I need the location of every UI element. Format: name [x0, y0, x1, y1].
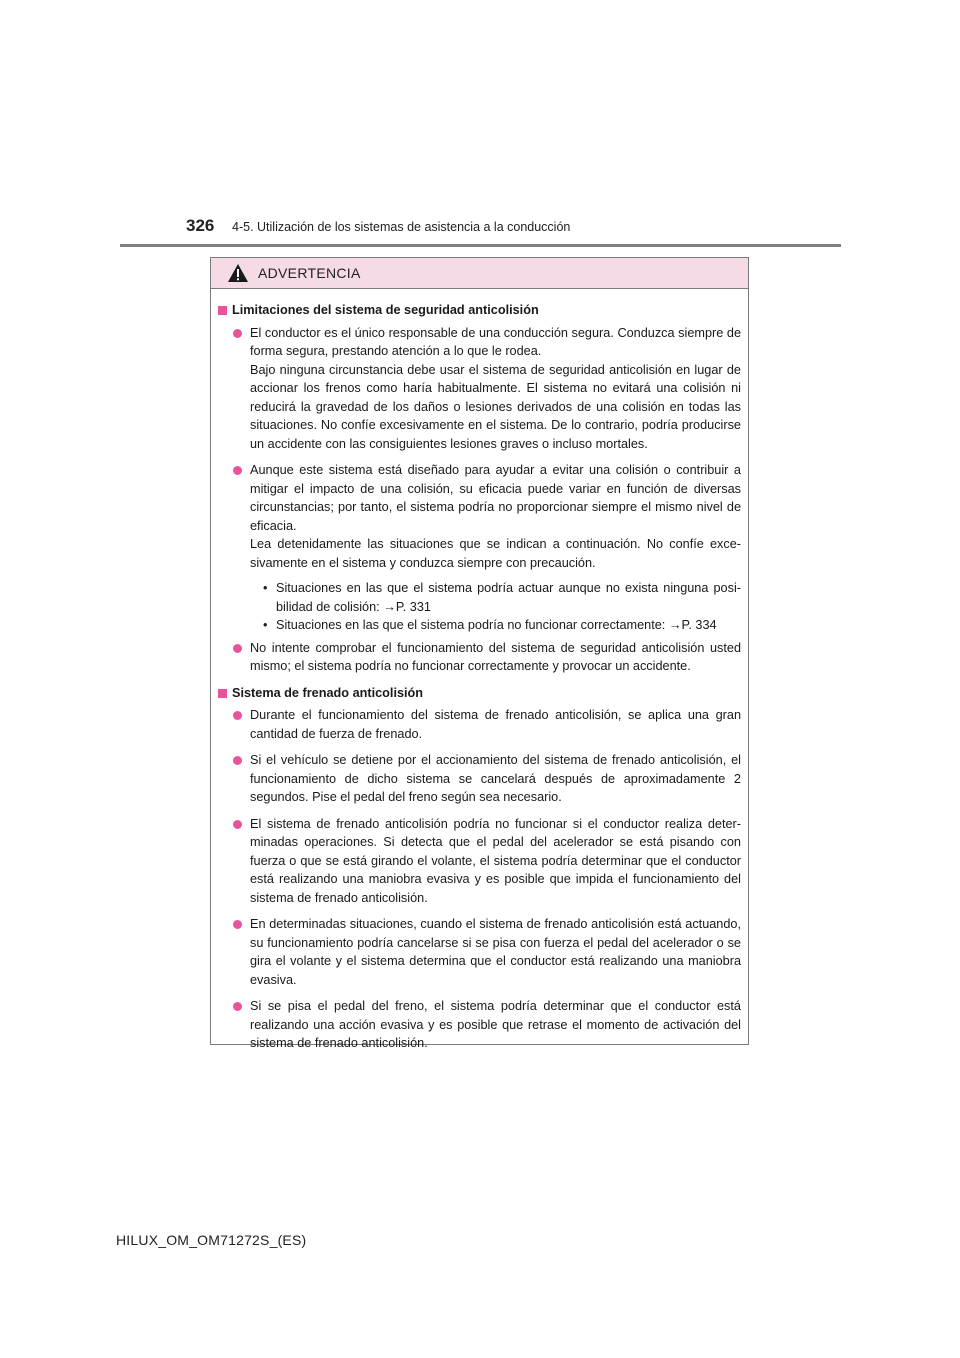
- bullet-text: [250, 815, 741, 908]
- bullet-text: [250, 324, 741, 454]
- bullet-text: [250, 706, 741, 743]
- section-heading-text: Sistema de frenado anticolisión: [232, 685, 424, 700]
- section-heading-text: Limitaciones del sistema de seguridad anticolisión: [232, 303, 539, 317]
- bullet-paragraph: El sistema de frenado anticolisión podría no funcionar si el conductor realiza determinadas operaciones. Si detecta que el pedal del acelerador se está pisando con fuerza o que se está girando el volante, el sistema podría determinar que el conductor está realizando una maniobra evasiva y es posible que impida el funcionamiento del sistema de frenado anticolisión.: [250, 816, 741, 905]
- circle-bullet-icon: [233, 820, 242, 829]
- bullet-paragraph: En determinadas situaciones, cuando el sistema de frenado anticolisión está actuando, su funcionamiento podría cancelarse si se pisa con fuerza el pedal del acelerador o se gira el volante y el sistema determina que el conductor está realizando una maniobra evasiva.: [250, 917, 741, 987]
- circle-bullet-icon: [233, 920, 242, 929]
- bullet-paragraph: Si se pisa el pedal del freno, el sistema podría determinar que el conductor está realizando una acción evasiva y es posible que retrase el momento de activación del sistema de frenado anticolisión.: [250, 999, 741, 1050]
- bullet-item: [218, 324, 741, 454]
- bullet-text: [250, 915, 741, 989]
- circle-bullet-icon: [233, 711, 242, 720]
- bullet-item: [218, 639, 741, 676]
- warning-title: ADVERTENCIA: [258, 265, 361, 281]
- circle-bullet-icon: [233, 466, 242, 475]
- footer-code: HILUX_OM_OM71272S_(ES): [116, 1232, 307, 1248]
- circle-bullet-icon: [233, 1002, 242, 1011]
- bullet-paragraph: Bajo ninguna circunstancia debe usar el sistema de seguridad anticolisión en lugar de accionar los frenos como haría habitualmente. El sistema no evitará una colisión ni reducirá la gravedad de los daños o lesiones derivados de una colisión en todas las situaciones. No confíe excesivamente en el sistema. De lo contrario, podría producirse un accidente con las consiguientes lesiones graves o incluso mortales.: [250, 362, 741, 451]
- bullet-text: [250, 751, 741, 807]
- bullet-item: [218, 915, 741, 989]
- bullet-item: [218, 706, 741, 743]
- circle-bullet-icon: [233, 644, 242, 653]
- square-bullet-icon: [218, 689, 227, 698]
- bullet-text: [250, 639, 741, 676]
- bullet-text: [250, 997, 741, 1053]
- bullet-paragraph: El conductor es el único responsable de una conducción segura. Conduzca siempre de forma segura, prestando atención a lo que le rodea.: [250, 325, 741, 358]
- bullet-item: [218, 751, 741, 807]
- bullet-item: [218, 997, 741, 1053]
- reference-list: [250, 579, 741, 635]
- warning-triangle-icon: [227, 263, 249, 283]
- warning-body: [211, 289, 748, 1053]
- circle-bullet-icon: [233, 756, 242, 765]
- reference-item[interactable]: [250, 579, 741, 616]
- bullet-paragraph: Si el vehículo se detiene por el accionamiento del sistema de frenado anticolisión, el funcionamiento de dicho sistema se cancelará después de aproximadamente 2 segundos. Pise el pedal del freno según sea necesario.: [250, 753, 741, 804]
- section-title: 4-5. Utilización de los sistemas de asistencia a la conducción: [232, 220, 571, 234]
- dot-bullet-icon: •: [263, 581, 268, 595]
- dot-bullet-icon: •: [263, 618, 268, 632]
- bullet-paragraph: Durante el funcionamiento del sistema de frenado anticolisión, se aplica una gran cantidad de fuerza de frenado.: [250, 708, 741, 741]
- reference-text: Situaciones en las que el sistema podría actuar aunque no exista ninguna posibilidad de colisión: →P. 331: [276, 581, 741, 614]
- bullet-paragraph: Aunque este sistema está diseñado para ayudar a evitar una colisión o contribuir a mitigar el impacto de una colisión, su eficacia puede variar en función de diversas circunstancias; por tanto, el sistema podría no proporcionar siempre el mismo nivel de eficacia.: [250, 463, 741, 533]
- reference-text: Situaciones en las que el sistema podría no funcionar correctamente: →P. 334: [276, 618, 717, 632]
- bullet-paragraph: No intente comprobar el funcionamiento del sistema de seguridad anticolisión usted mismo; el sistema podría no funcionar correctamente y provocar un accidente.: [250, 640, 741, 673]
- bullet-paragraph: Lea detenidamente las situaciones que se indican a continuación. No confíe excesivamente en el sistema y conduzca siempre con precaución.: [250, 537, 741, 570]
- page-number: 326: [186, 216, 215, 235]
- square-bullet-icon: [218, 306, 227, 315]
- header-rule: [120, 244, 841, 247]
- section-heading: [218, 684, 741, 703]
- warning-header: [211, 258, 748, 289]
- section-heading: [218, 301, 741, 320]
- bullet-item: [218, 815, 741, 908]
- bullet-text: [250, 461, 741, 631]
- reference-item[interactable]: [250, 616, 741, 635]
- circle-bullet-icon: [233, 329, 242, 338]
- bullet-item: [218, 461, 741, 631]
- warning-box: [210, 257, 749, 1050]
